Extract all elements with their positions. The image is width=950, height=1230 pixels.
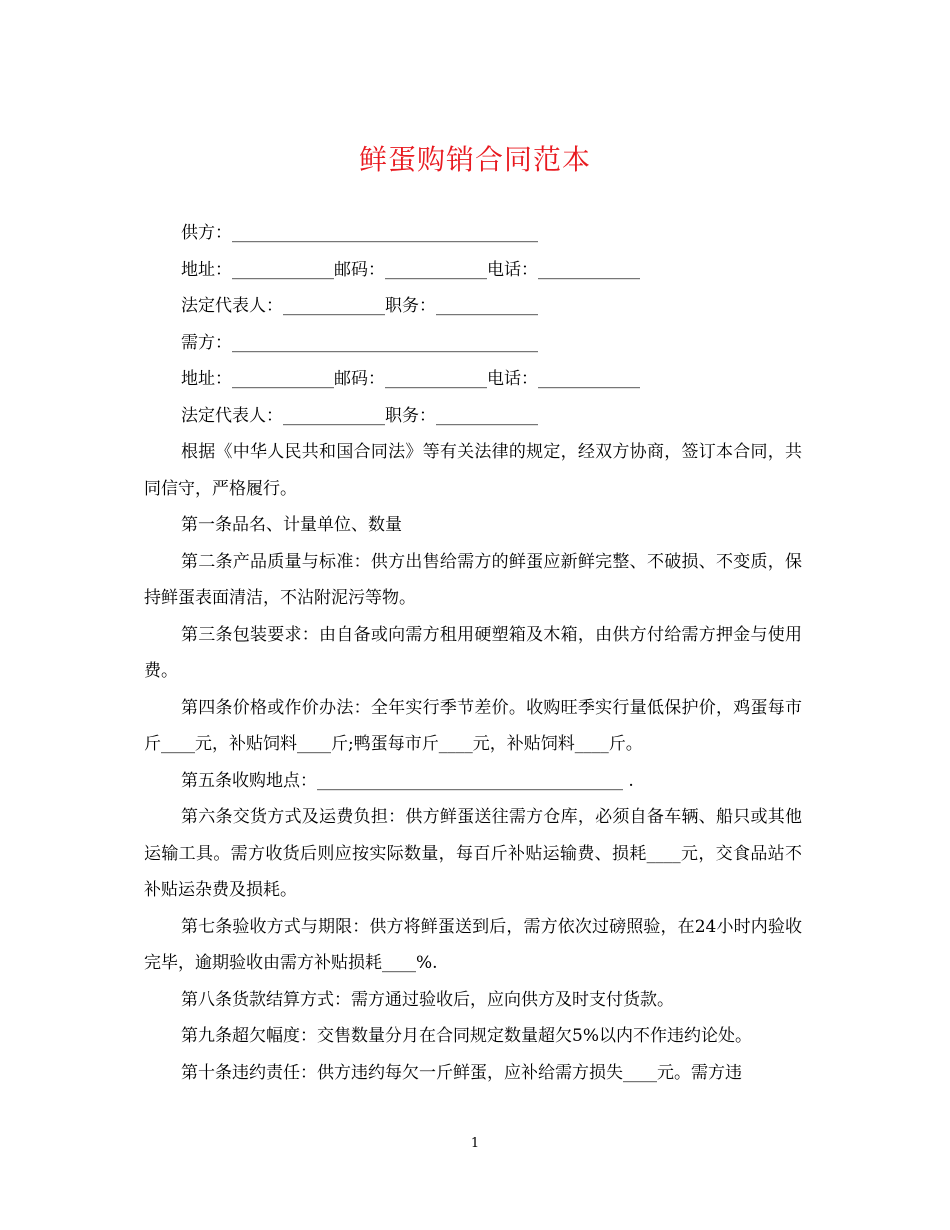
article-2: 第二条产品质量与标准：供方出售给需方的鲜蛋应新鲜完整、不破损、不变质，保持鲜蛋表面清洁，不沾附泥污等物。: [144, 551, 802, 608]
article-7: 第七条验收方式与期限：供方将鲜蛋送到后，需方依次过磅照验，在24小时内验收完毕，逾期验收由需方补贴损耗____%.: [144, 916, 802, 973]
article-5: 第五条收购地点：____________________________________ .: [181, 770, 634, 791]
supplier-line: 供方：____________________________________: [181, 223, 538, 243]
article-10: 第十条违约责任：供方违约每欠一斤鲜蛋，应补给需方损失____元。需方违: [181, 1062, 742, 1083]
article-9: 第九条超欠幅度：交售数量分月在合同规定数量超欠5%以内不作违约论处。: [181, 1026, 752, 1046]
contract-body: [144, 215, 802, 1091]
article-3: 第三条包装要求：由自备或向需方租用硬塑箱及木箱，由供方付给需方押金与使用费。: [144, 624, 802, 681]
page-number: 1: [470, 1136, 480, 1151]
supplier-representative-line: 法定代表人：____________职务：____________: [181, 296, 538, 316]
article-8: 第八条货款结算方式：需方通过验收后，应向供方及时支付货款。: [181, 989, 674, 1010]
article-4: 第四条价格或作价办法：全年实行季节差价。收购旺季实行量低保护价，鸡蛋每市斤____元，补贴饲料____斤;鸭蛋每市斤____元，补贴饲料____斤。: [144, 697, 802, 754]
buyer-address-line: 地址：____________邮码：____________电话：____________: [181, 369, 640, 389]
buyer-line: 需方：____________________________________: [181, 332, 538, 353]
preamble-paragraph: 根据《中华人民共和国合同法》等有关法律的规定，经双方协商，签订本合同，共同信守，严格履行。: [144, 442, 802, 499]
article-1: 第一条品名、计量单位、数量: [181, 515, 402, 535]
buyer-representative-line: 法定代表人：____________职务：____________: [181, 405, 538, 426]
supplier-address-line: 地址：____________邮码：____________电话：____________: [181, 259, 640, 280]
document-title: 鲜蛋购销合同范本: [358, 143, 591, 176]
article-6: 第六条交货方式及运费负担：供方鲜蛋送往需方仓库，必须自备车辆、船只或其他运输工具。需方收货后则应按实际数量，每百斤补贴运输费、损耗____元，交食品站不补贴运杂费及损耗。: [144, 807, 802, 900]
